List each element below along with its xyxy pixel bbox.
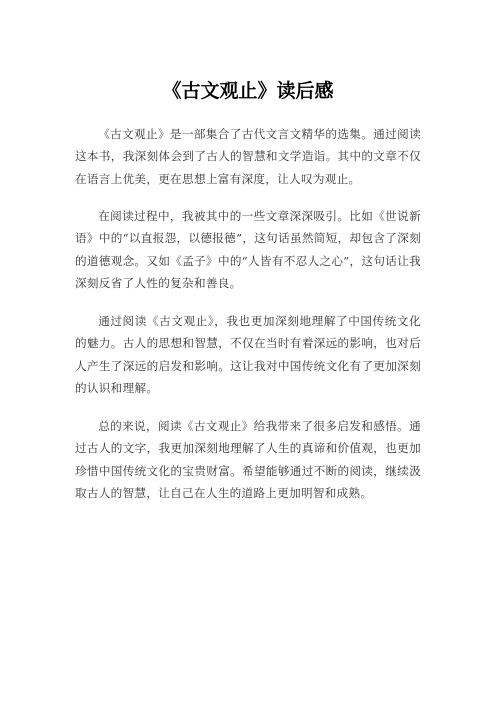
paragraph-2: 在阅读过程中，我被其中的一些文章深深吸引。比如《世说新语》中的“以直报怨，以德报德”，这句话虽然简短，却包含了深刻的道德观念。又如《孟子》中的“人皆有不忍人之心”，这句话让我深刻反省了人性的复杂和善良。 [75, 209, 421, 290]
paragraph-4: 总的来说，阅读《古文观止》给我带来了很多启发和感悟。通过古人的文字，我更加深刻地理解了人生的真谛和价值观，也更加珍惜中国传统文化的宝贵财富。希望能够通过不断的阅读，继续汲取古人的智慧，让自己在人生的道路上更加明智和成熟。 [75, 419, 421, 500]
document-title: 《古文观止》读后感 [162, 80, 334, 102]
paragraph-3: 通过阅读《古文观止》，我也更加深刻地理解了中国传统文化的魅力。古人的思想和智慧，不仅在当时有着深远的影响，也对后人产生了深远的启发和影响。这让我对中国传统文化有了更加深刻的认识和理解。 [75, 314, 421, 395]
paragraph-1: 《古文观止》是一部集合了古代文言文精华的选集。通过阅读这本书，我深刻体会到了古人的智慧和文学造诣。其中的文章不仅在语言上优美，更在思想上富有深度，让人叹为观止。 [75, 127, 421, 186]
